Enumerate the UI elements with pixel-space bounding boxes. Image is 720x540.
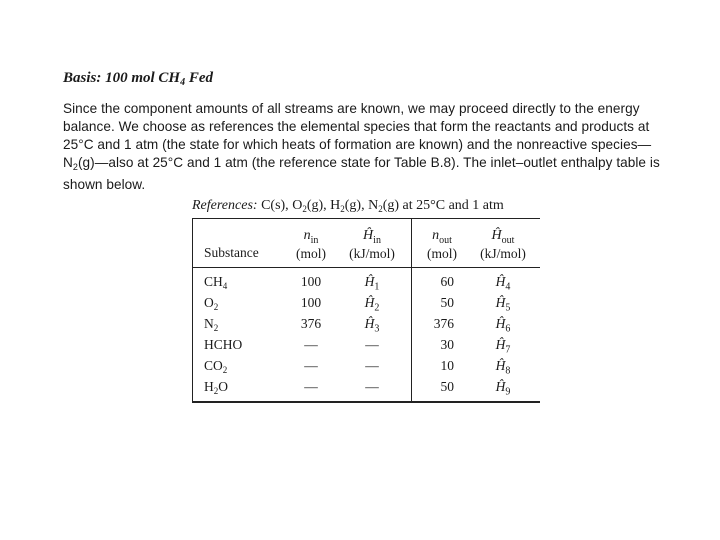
basis-heading: Basis: 100 mol $CH_4$ Fed (63, 70, 214, 88)
h-out-cell: $Ĥ_6$ (495, 316, 511, 335)
h-in-cell: — (365, 379, 379, 394)
n-out-cell: 50 (440, 295, 454, 310)
substance-cell: $CO_2$ (204, 358, 228, 375)
n-in-cell: 100 (300, 274, 322, 289)
enthalpy-table (192, 218, 540, 403)
paragraph-line: balance. We choose as references the elemental species that form the reactants and products at (63, 119, 650, 134)
substance-cell: HCHO (204, 337, 243, 352)
h-in-cell: — (365, 358, 379, 373)
substance-cell: $O_2$ (204, 295, 219, 312)
header-separator (192, 267, 540, 268)
n-in-cell: — (304, 337, 318, 352)
n-in-cell: 100 (300, 295, 322, 310)
header-n-in: $n_{in}$ (303, 228, 319, 246)
h-out-cell: $Ĥ_4$ (495, 274, 511, 293)
h-in-cell: $Ĥ_1$ (364, 274, 380, 293)
n-out-cell: 10 (440, 358, 454, 373)
paragraph-line: Since the component amounts of all streams are known, we may proceed directly to the energy (63, 101, 640, 116)
substance-cell: $H_2O$ (204, 379, 228, 396)
table-row (192, 358, 540, 378)
substance-cell: $CH_4$ (204, 274, 228, 291)
substance-cell: $N_2$ (204, 316, 219, 333)
header-h-out: $Ĥ_{out}$ (491, 228, 515, 246)
references-caption: References: C(s), $O_2(g)$, $H_2(g)$, $N_2(g)$ at 25°C and 1 atm (192, 198, 504, 214)
table-row (192, 274, 540, 294)
table-row (192, 337, 540, 357)
paragraph-line: 25°C and 1 atm (the state for which heats of formation are known) and the nonreactive species— (63, 137, 652, 152)
paragraph-line: $N_2(g)—also$ at 25°C and 1 atm (the reference state for Table B.8). The inlet–outlet enthalpy table is (63, 155, 660, 172)
h-out-cell: $Ĥ_9$ (495, 379, 511, 398)
n-out-cell: 376 (433, 316, 454, 331)
header-n-out: $n_{out}$ (432, 228, 452, 246)
n-in-cell: — (304, 379, 318, 394)
h-out-cell: $Ĥ_5$ (495, 295, 511, 314)
header-h-out-unit: (kJ/mol) (480, 246, 526, 261)
h-in-cell: — (365, 337, 379, 352)
n-in-cell: — (304, 358, 318, 373)
h-out-cell: $Ĥ_7$ (495, 337, 511, 356)
table-row (192, 295, 540, 315)
header-h-in: $Ĥ_{in}$ (363, 228, 381, 246)
header-n-out-unit: (mol) (427, 246, 457, 261)
h-in-cell: $Ĥ_3$ (364, 316, 380, 335)
explanation-paragraph (63, 100, 675, 194)
h-out-cell: $Ĥ_8$ (495, 358, 511, 377)
n-in-cell: 376 (300, 316, 322, 331)
n-out-cell: 30 (440, 337, 454, 352)
header-n-in-unit: (mol) (296, 246, 326, 261)
h-in-cell: $Ĥ_2$ (364, 295, 380, 314)
n-out-cell: 60 (440, 274, 454, 289)
table-row (192, 316, 540, 336)
table-row (192, 379, 540, 399)
header-substance: Substance (204, 245, 259, 260)
header-h-in-unit: (kJ/mol) (349, 246, 395, 261)
paragraph-line: shown below. (63, 177, 146, 192)
n-out-cell: 50 (440, 379, 454, 394)
